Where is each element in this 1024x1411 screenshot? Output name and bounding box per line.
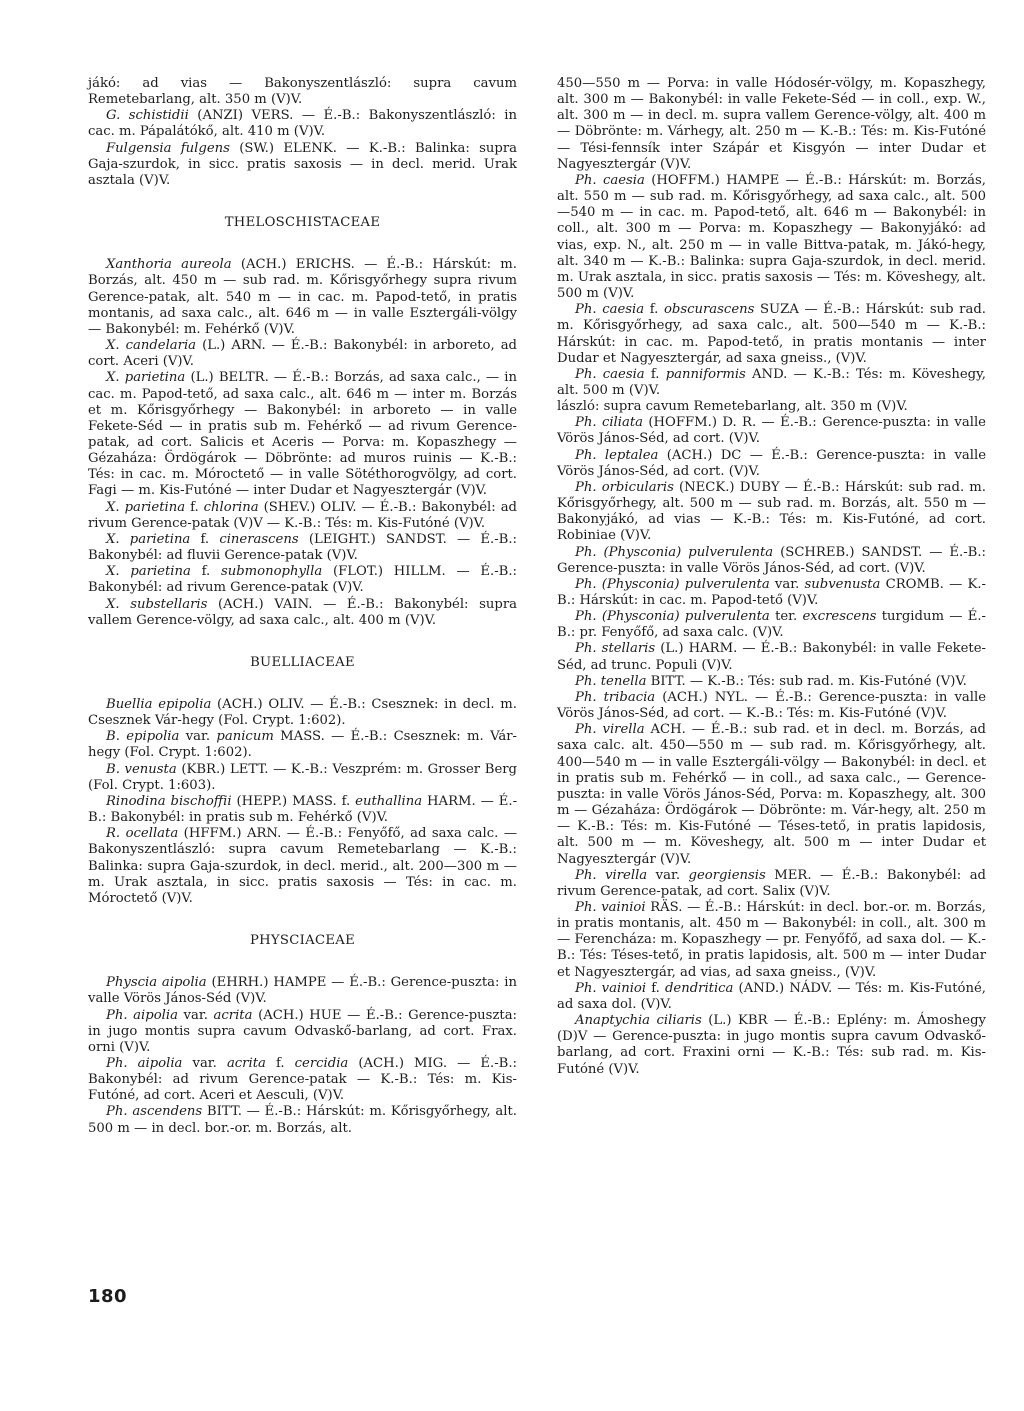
entry-text: (KBR.) LETT. — K.-B.: Veszprém: m. Grosser Berg (Fol. Crypt. 1:603). — [88, 761, 517, 793]
species-entry — [88, 108, 517, 140]
entry-text: (L.) BELTR. — É.-B.: Borzás, ad saxa calc., — in cac. m. Papod-tető, ad saxa calc., alt. 646 m — inter m. Borzás et m. Kőrisgyőrhegy — Bakonybél: in arboreto — in valle Fekete-Séd — in pratis sub m. Fehérkő — ad rivum Gerence-patak, ad cort. Salicis et Aceris — Porva: m. Kopaszhegy — Gézaháza: Ördögárok — Döbrönte: ad muros ruinis — K.-B.: Tés: in cac. m. Móroctető — in valle Sötéthorogvölgy, ad cort. Fagi — m. Kis-Futóné — inter Dudar et Nagyesztergár (V)V. — [88, 370, 518, 499]
taxon-name: Ph. vainioi — [575, 980, 647, 996]
species-entry — [88, 141, 517, 189]
taxon-name: submonophylla — [220, 564, 323, 580]
taxon-name: subvenusta — [804, 576, 881, 592]
entry-text: (L.) ARN. — É.-B.: Bakonybél: in arboreto, ad cort. Aceri (V)V. — [88, 338, 517, 370]
taxon-name: cinerascens — [219, 531, 299, 547]
taxon-name: Rinodina bischoffii — [106, 793, 232, 809]
entry-text: (L.) HARM. — É.-B.: Bakonybél: in valle Fekete-Séd, ad trunc. Populi (V)V. — [557, 641, 986, 673]
species-entry — [88, 338, 517, 370]
entry-text: (ACH.) ERICHS. — É.-B.: Hárskút: m. Borzás, alt. 450 m — sub rad. m. Kőrisgyőrhegy supra rivum Gerence-patak, alt. 540 m — in cac. m. Papod-tető, in pratis montanis, ad saxa calc., alt. 646 m — in valle Esztergáli-völgy — Bakonybél: m. Fehérkő (V)V. — [88, 257, 517, 337]
entry-text: (ACH.) MIG. — É.-B.: Bakonybél: ad rivum Gerence-patak — K.-B.: Tés: m. Kis-Futóné, ad cort. Aceri et Aesculi, (V)V. — [88, 1055, 517, 1104]
entry-text: (ACH.) NYL. — É.-B.: Gerence-puszta: in valle Vörös János-Séd, ad cort. — K.-B.: Tés: m. Kis-Futóné (V)V. — [557, 689, 986, 722]
species-entry — [557, 690, 986, 722]
species-entry — [88, 597, 517, 629]
entry-text: turgidum — É.-B.: pr. Fenyőfő, ad saxa calc. (V)V. — [557, 609, 986, 641]
species-entry — [557, 302, 986, 367]
entry-text: (LEIGHT.) SANDST. — É.-B.: Bakonybél: ad fluvii Gerence-patak (V)V. — [88, 531, 517, 564]
species-entry — [557, 641, 986, 673]
entry-text: lászló: supra cavum Remetebarlang, alt. 350 m (V)V. — [557, 399, 908, 415]
entry-text: CROMB. — K.-B.: Hárskút: in cac. m. Papod-tető (V)V. — [557, 576, 986, 608]
taxon-name: Ph. caesia — [575, 302, 645, 318]
taxon-name: excrescens — [802, 609, 877, 625]
species-entry — [557, 868, 986, 900]
species-entry — [557, 981, 986, 1013]
entry-text: ter. — [769, 609, 803, 625]
entry-text: BITT. — K.-B.: Tés: sub rad. m. Kis-Futóné (V)V. — [646, 673, 967, 689]
continuation-paragraph: 450—550 m — Porva: in valle Hódosér-völgy, m. Kopaszhegy, alt. 300 m — Bakonybél: in valle Fekete-Séd — in coll., exp. W., alt. 300 m — in decl. m. supra vallem Gerence-völgy, alt. 400 m — Döbrönte: m. Várhegy, alt. 250 m — K.-B.: Tés: m. Kis-Futóné — Tési-fennsík inter Szápár et Kisgyón — inter Dudar et Nagyesztergár (V)V. — [557, 76, 986, 172]
taxon-name: Ph. virella — [575, 867, 648, 883]
taxon-name: X. parietina — [106, 564, 191, 580]
taxon-name: X. parietina — [106, 499, 186, 515]
entry-text: (L.) KBR — É.-B.: Eplény: m. Ámoshegy (D)V — Gerence-puszta: in jugo montis supra cavum Odvaskő-barlang, ad cort. Fraxini orni — K.-B.: Tés: sub rad. m. Kis-Futóné (V)V. — [557, 1013, 986, 1077]
taxon-name: Ph. ascendens — [106, 1104, 203, 1120]
species-entry — [557, 722, 986, 867]
taxon-name: B. venusta — [106, 761, 177, 777]
species-entry — [88, 762, 517, 794]
entry-text: (HOFFM.) HAMPE — É.-B.: Hárskút: m. Borzás, alt. 550 m — sub rad. m. Kőrisgyőrhegy, ad saxa calc., alt. 500—540 m — in cac. m. Papod-tető, alt. 646 m — Bakonybél: in coll., alt. 300 m — Porva: m. Kopaszhegy — Bakonyjákó: ad vias, exp. N., alt. 250 m — in valle Bittva-patak, m. Jákó-hegy, alt. 340 m — K.-B.: Balinka: supra Gaja-szurdok, in decl. merid. m. Urak asztala, in sicc. pratis saxosis — Tés: m. Köveshegy, alt. 500 m (V)V. — [557, 172, 986, 302]
entry-text: MER. — É.-B.: Bakonybél: ad rivum Gerence-patak, ad cort. Salix (V)V. — [557, 867, 986, 899]
species-entry — [88, 1104, 517, 1136]
entry-text: ACH. — É.-B.: sub rad. et in decl. m. Borzás, ad saxa calc. alt. 450—550 m — sub rad. m. Kőrisgyőrhegy, alt. 400—540 m — in valle Esztergáli-völgy — Bakonybél: in decl. et in pratis sub m. Fehérkő — in coll., ad saxa calc., — Gerence-puszta: in valle Vörös János-Séd, Porva: m. Kopaszhegy, alt. 300 m — Gézaháza: Ördögárok — Döbrönte: m. Vár-hegy, alt. 250 m — K.-B.: Tés: m. Kis-Futóné — Téses-tető, in pratis lapidosis, alt. 500 m — m. Köveshegy, alt. 500 m — inter Dudar et Nagyesztergár (V)V. — [557, 722, 986, 867]
taxon-name: Ph. leptalea — [575, 447, 659, 463]
taxon-name: Physcia aipolia — [106, 975, 207, 991]
entry-text: (HEPP.) MASS. f. — [231, 793, 356, 809]
entry-text: HARM. — É.-B.: Bakonybél: in pratis sub m. Fehérkő (V)V. — [88, 793, 518, 826]
taxon-name: panicum — [216, 729, 274, 745]
entry-text: (ACH.) VAIN. — É.-B.: Bakonybél: supra vallem Gerence-völgy, ad saxa calc., alt. 400 m (V)V. — [88, 596, 517, 628]
entry-text: var. — [177, 1007, 214, 1023]
species-entry — [557, 173, 986, 302]
entry-text: (ACH.) OLIV. — É.-B.: Csesznek: in decl. m. Csesznek Vár-hegy (Fol. Crypt. 1:602). — [88, 697, 517, 729]
entry-text: f. — [644, 302, 664, 318]
species-entry — [88, 532, 517, 564]
entry-text: var. — [769, 576, 805, 592]
section-title-buelliaceae: BUELLIACEAE — [250, 654, 355, 670]
taxon-name: X. substellaris — [106, 596, 208, 612]
taxon-name: acrita — [213, 1007, 253, 1023]
entry-text: SUZA — É.-B.: Hárskút: sub rad. m. Kőrisgyőrhegy, ad saxa calc., alt. 500—540 m — K.-B.: Hárskút: in cac. m. Papod-tető, in pratis montanis — inter Dudar et Nagyesztergár, ad saxa gneiss., (V)V. — [557, 302, 986, 366]
taxon-name: euthallina — [355, 793, 423, 809]
taxon-name: Ph. (Physconia) pulverulenta — [575, 609, 770, 625]
taxon-name: B. epipolia — [106, 729, 180, 745]
entry-text: f. — [190, 564, 221, 580]
taxon-name: R. ocellata — [106, 826, 179, 842]
right-column — [557, 76, 986, 1078]
entry-text: var. — [179, 729, 217, 745]
entry-text: (AND.) NÁDV. — Tés: m. Kis-Futóné, ad saxa dol. (V)V. — [557, 980, 986, 1012]
taxon-name: Ph. tenella — [575, 673, 647, 689]
taxon-name: Ph. tribacia — [575, 689, 656, 705]
species-entry — [88, 370, 517, 499]
entry-text: BITT. — É.-B.: Hárskút: m. Kőrisgyőrhegy, alt. 500 m — in decl. bor.-or. m. Borzás, alt. — [88, 1104, 517, 1136]
species-entry — [88, 794, 517, 826]
entry-text: f. — [644, 366, 666, 382]
taxon-name: Ph. aipolia — [106, 1055, 183, 1071]
taxon-name: cercidia — [294, 1055, 349, 1071]
taxon-name: Ph. ciliata — [575, 415, 644, 431]
taxon-name: Ph. virella — [575, 722, 645, 738]
entry-text: MASS. — É.-B.: Csesznek: m. Vár-hegy (Fol. Crypt. 1:602). — [88, 729, 517, 761]
taxon-name: X. candelaria — [106, 338, 197, 354]
entry-text: f. — [185, 499, 204, 515]
taxon-name: Ph. vainioi — [575, 899, 646, 915]
species-entry — [88, 729, 517, 761]
section-title-physciaceae: PHYSCIACEAE — [249, 933, 356, 949]
entry-text: var. — [182, 1055, 227, 1071]
species-entry — [88, 1056, 517, 1104]
species-entry — [557, 674, 986, 690]
section-title-theloschistaceae: THELOSCHISTACEAE — [224, 215, 381, 231]
entry-text: (NECK.) DUBY — É.-B.: Hárskút: sub rad. m. Kőrisgyőrhegy, alt. 500 m — sub rad. m. Borzás, alt. 550 m — Bakonyjákó, ad vias — K.-B.: Tés: m. Kis-Futóné, ad cort. Robiniae (V)V. — [557, 479, 986, 544]
entry-text: AND. — K.-B.: Tés: m. Köveshegy, alt. 500 m (V)V. — [557, 366, 986, 398]
entry-text: f. — [646, 980, 665, 996]
entry-text: (ACH.) DC — É.-B.: Gerence-puszta: in valle Vörös János-Séd, ad cort. (V)V. — [557, 447, 986, 479]
taxon-name: acrita — [226, 1055, 266, 1071]
entry-text: var. — [647, 867, 689, 883]
entry-text: (SW.) ELENK. — K.-B.: Balinka: supra Gaja-szurdok, in sicc. pratis saxosis — in decl. merid. Urak asztala (V)V. — [88, 140, 517, 188]
taxon-name: Anaptychia ciliaris — [575, 1013, 702, 1029]
species-entry — [557, 480, 986, 545]
taxon-name: Buellia epipolia — [106, 697, 212, 712]
taxon-name: obscurascens — [663, 302, 755, 318]
species-entry — [557, 577, 986, 609]
entry-text: (HOFFM.) D. R. — É.-B.: Gerence-puszta: in valle Vörös János-Séd, ad cort. (V)V. — [557, 415, 986, 447]
species-entry — [557, 609, 986, 641]
species-entry — [557, 367, 986, 399]
taxon-name: Ph. caesia — [575, 172, 645, 188]
taxon-name: panniformis — [665, 366, 746, 382]
taxon-name: Ph. (Physconia) pulverulenta — [575, 544, 774, 560]
taxon-name: Ph. orbicularis — [575, 479, 674, 495]
taxon-name: Ph. (Physconia) pulverulenta — [575, 576, 770, 592]
species-entry — [557, 415, 986, 447]
taxon-name: Xanthoria aureola — [106, 257, 232, 273]
entry-text: (SHEV.) OLIV. — É.-B.: Bakonybél: ad rivum Gerence-patak (V)V — K.-B.: Tés: m. Kis-Futóné (V)V. — [88, 499, 517, 531]
entry-text: (ACH.) HUE — É.-B.: Gerence-puszta: in jugo montis supra cavum Odvaskő-barlang, ad cort. Frax. orni (V)V. — [88, 1007, 517, 1055]
taxon-name: georgiensis — [688, 867, 766, 883]
taxon-name: Ph. aipolia — [106, 1007, 178, 1023]
species-entry — [557, 545, 986, 577]
taxon-name: dendritica — [664, 980, 734, 996]
taxon-name: Ph. caesia — [575, 366, 645, 382]
species-entry — [557, 448, 986, 480]
entry-text: f. — [265, 1055, 295, 1071]
entry-text: (SCHREB.) SANDST. — É.-B.: Gerence-puszta: in valle Vörös János-Séd, ad cort. (V)V. — [557, 544, 986, 576]
taxon-name: chlorina — [203, 499, 259, 515]
taxon-name: X. parietina — [106, 370, 186, 386]
species-entry — [88, 1008, 517, 1056]
entry-text: f. — [190, 531, 220, 547]
species-entry — [88, 697, 517, 729]
entry-text: (EHRH.) HAMPE — É.-B.: Gerence-puszta: in valle Vörös János-Séd (V)V. — [88, 975, 517, 1007]
species-entry — [88, 826, 517, 907]
species-entry — [88, 975, 517, 1007]
left-column — [88, 76, 517, 1137]
taxon-name: X. parietina — [106, 531, 191, 547]
continuation-paragraph: jákó: ad vias — Bakonyszentlászló: supra cavum Remetebarlang, alt. 350 m (V)V. — [88, 76, 517, 108]
entry-text: (FLOT.) HILLM. — É.-B.: Bakonybél: ad rivum Gerence-patak (V)V. — [88, 564, 517, 596]
species-entry — [88, 564, 517, 596]
species-entry — [557, 900, 986, 981]
species-entry — [88, 257, 517, 338]
taxon-name: G. schistidii — [106, 108, 189, 124]
entry-text: (HFFM.) ARN. — É.-B.: Fenyőfő, ad saxa calc. — Bakonyszentlászló: supra cavum Remetebarlang — K.-B.: Balinka: supra Gaja-szurdok, in decl. merid., alt. 200—300 m — m. Urak asztala, in sicc. pratis saxosis — Tés: in cac. m. Móroctető (V)V. — [88, 826, 518, 906]
entry-text: RÄS. — É.-B.: Hárskút: in decl. bor.-or. m. Borzás, in pratis montanis, alt. 450 m — Bakonybél: in coll., alt. 300 m — Ferencháza: m. Kopaszhegy — pr. Fenyőfő, ad saxa dol. — K.-B.: Tés: Téses-tető, in pratis lapidosis, alt. 500 m — inter Dudar et Nagyesztergár, ad vias, ad saxa gneiss., (V)V. — [557, 899, 986, 980]
taxon-name: Fulgensia fulgens — [106, 140, 230, 156]
taxon-name: Ph. stellaris — [575, 641, 656, 657]
species-entry — [557, 1013, 986, 1078]
page-number: 180 — [88, 1286, 128, 1307]
entry-text: (ANZI) VERS. — É.-B.: Bakonyszentlászló: in cac. m. Pápalátókő, alt. 410 m (V)V. — [88, 108, 517, 140]
species-entry — [88, 500, 517, 532]
